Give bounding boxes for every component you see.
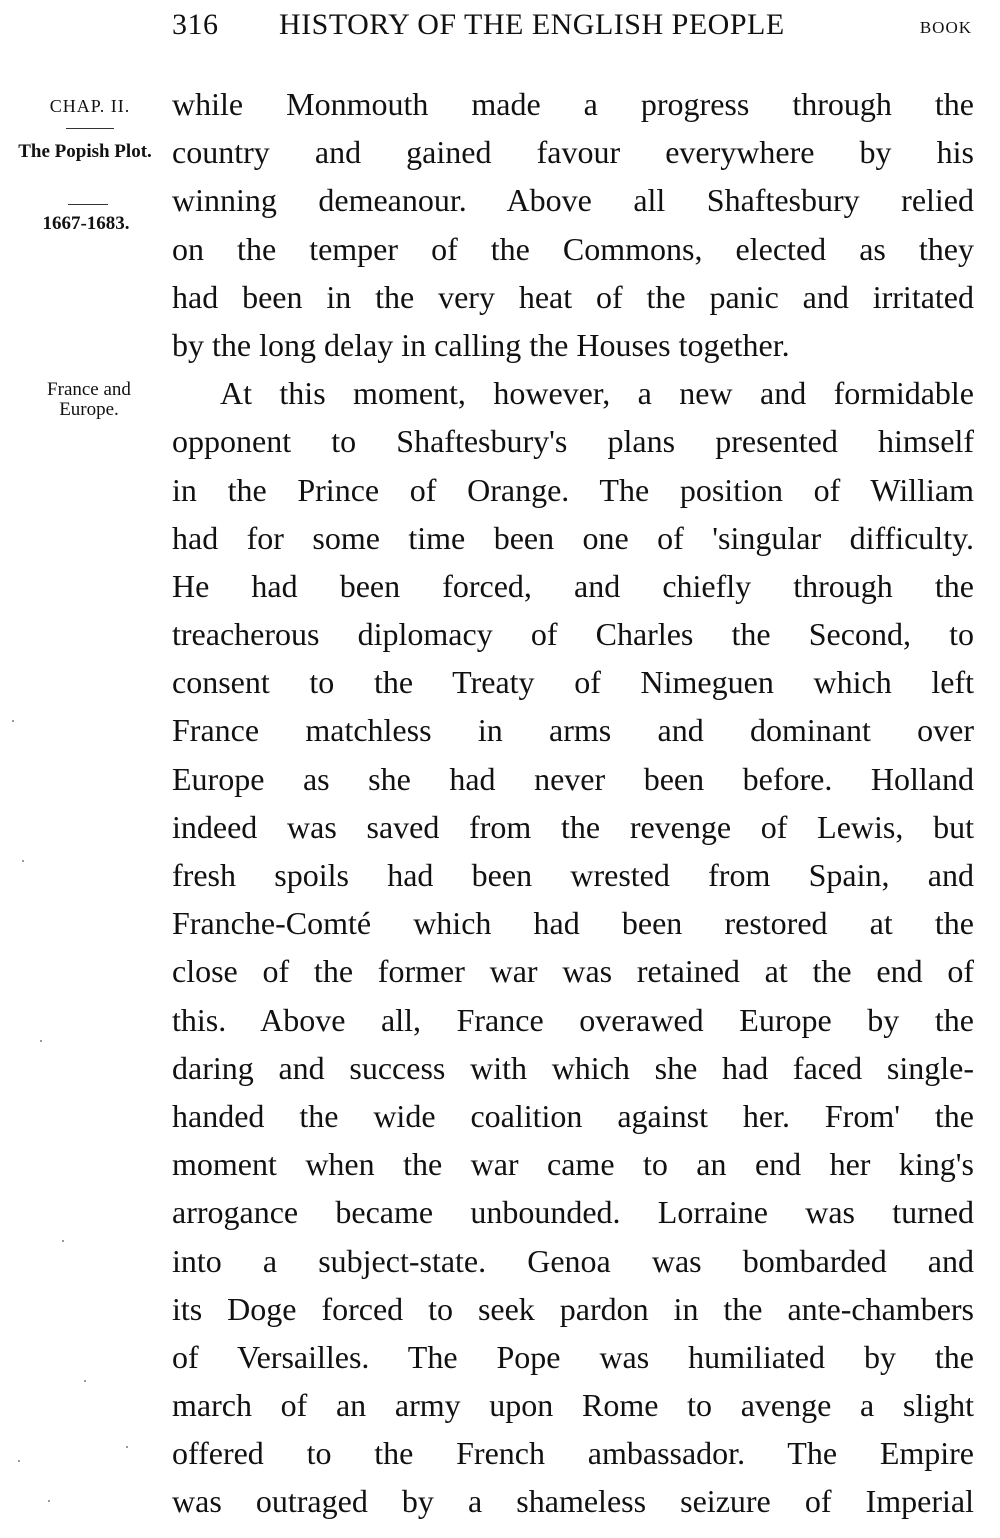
margin-note-section: The Popish Plot. (18, 141, 152, 162)
text-line: France matchless in arms and dominant over (172, 712, 974, 749)
scan-speck (22, 860, 24, 862)
text-line: country and gained favour everywhere by his (172, 134, 974, 171)
text-line: moment when the war came to an end her king's (172, 1146, 974, 1183)
text-line: Franche-Comté which had been restored at the (172, 905, 974, 942)
text-line: handed the wide coalition against her. From' the (172, 1097, 974, 1134)
text-line: by the long delay in calling the Houses together. (172, 326, 790, 363)
text-line: on the temper of the Commons, elected as they (172, 230, 974, 267)
text-line: arrogance became unbounded. Lorraine was turned (172, 1194, 974, 1231)
page-number: 316 (172, 8, 219, 41)
text-line: opponent to Shaftesbury's plans presented himself (172, 423, 974, 460)
text-line: close of the former war was retained at the end of (172, 953, 974, 990)
text-line: this. Above all, France overawed Europe by the (172, 1001, 974, 1038)
scan-speck (12, 720, 14, 722)
scan-speck (62, 1240, 64, 1242)
text-line: had been in the very heat of the panic and irritated (172, 278, 974, 315)
margin-note-subsection: France and Europe. (47, 379, 131, 420)
text-line: offered to the French ambassador. The Empire (172, 1435, 974, 1472)
book-label: BOOK (919, 18, 972, 37)
text-line: treacherous diplomacy of Charles the Second, to (172, 616, 974, 653)
text-line: was outraged by a shameless seizure of Imperial (172, 1483, 974, 1520)
scan-speck (48, 1500, 50, 1502)
running-title: HISTORY OF THE ENGLISH PEOPLE (279, 8, 785, 41)
text-line: had for some time been one of 'singular difficulty. (172, 519, 974, 556)
text-line: Europe as she had never been before. Holland (172, 760, 974, 797)
margin-note-dates: 1667-1683. (42, 213, 130, 234)
text-line: daring and success with which she had faced single- (172, 1049, 974, 1086)
scan-speck (18, 1460, 20, 1462)
text-line: At this moment, however, a new and formidable (220, 375, 974, 412)
text-line: fresh spoils had been wrested from Spain, and (172, 857, 974, 893)
text-line: of Versailles. The Pope was humiliated by the (172, 1338, 974, 1375)
text-line: He had been forced, and chiefly through the (172, 567, 974, 604)
running-head (172, 8, 972, 48)
text-line: in the Prince of Orange. The position of William (172, 471, 974, 508)
margin-note-chapter: CHAP. II. (49, 96, 131, 116)
text-line: while Monmouth made a progress through the (172, 86, 974, 122)
text-line: its Doge forced to seek pardon in the ante-chambers (172, 1290, 974, 1327)
scan-speck (84, 1380, 86, 1382)
scan-speck (40, 1040, 42, 1042)
text-line: winning demeanour. Above all Shaftesbury relied (172, 182, 974, 219)
body-text (172, 80, 974, 1526)
margin-rule-1 (66, 128, 114, 129)
text-line: consent to the Treaty of Nimeguen which left (172, 664, 974, 701)
text-line: indeed was saved from the revenge of Lewis, but (172, 808, 974, 845)
scan-speck (126, 1446, 128, 1448)
margin-rule-2 (68, 204, 108, 205)
text-line: march of an army upon Rome to avenge a slight (172, 1387, 974, 1424)
text-line: into a subject-state. Genoa was bombarded and (172, 1242, 974, 1279)
